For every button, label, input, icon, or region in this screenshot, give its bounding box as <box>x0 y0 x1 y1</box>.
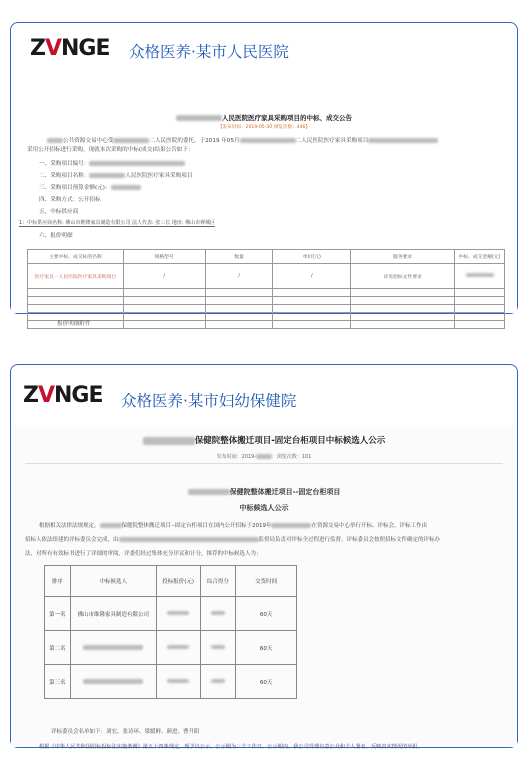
table-row <box>28 313 505 321</box>
table-row <box>45 665 297 699</box>
price-attachment-link[interactable]: 报价明细附件 <box>57 321 91 327</box>
table-header: 单价(元) <box>273 250 351 264</box>
document-title: 保健院整体搬迁项目-固定台柜项目中标候选人公示 <box>11 434 517 446</box>
table-cell: 第三名 <box>45 665 71 699</box>
table-header-row <box>28 250 505 264</box>
table-cell: / <box>123 264 205 289</box>
table-header: 中标、成交金额(元) <box>455 250 505 264</box>
document-meta: 发布时间：2019- 浏览次数：101 <box>216 454 312 460</box>
table-cell <box>455 264 505 289</box>
paragraph-1: 根据相关法律法规规定， 保健院整体搬迁项目--固定台柜项目在国内公开招标于2019年 在资源交易中心举行开标、评标会。评标工作由 <box>39 523 427 529</box>
table-cell <box>156 665 200 699</box>
paragraph-3: 法，对所有有效标书进行了详细的审阅，评委们经过集体充分评议和计分，推荐的中标候选人为： <box>25 551 262 557</box>
table-header: 数量 <box>205 250 273 264</box>
item-budget: 三、采购项目预算金额(元)： <box>39 183 141 191</box>
table-header: 投标报价(元) <box>156 566 200 597</box>
document-title: 人民医院医疗家具采购项目的中标、成交公告 <box>11 113 517 122</box>
table-cell <box>200 631 236 665</box>
card-title: 众格医养·某市妇幼保健院 <box>121 392 297 410</box>
item-project-name: 二、采购项目名称： 人民医院医疗家具采购项目 <box>39 173 193 179</box>
document-screenshot <box>11 73 517 327</box>
table-cell: 第二名 <box>45 631 71 665</box>
item-method: 四、采购方式：公开招标 <box>39 197 101 203</box>
table-row <box>28 264 505 289</box>
table-cell: 医疗家具一人民医院医疗家具采购项目 <box>28 264 124 289</box>
item-project-number: 一、采购项目编号： <box>39 159 185 167</box>
zvnge-logo: ZVNGE <box>30 36 110 61</box>
table-cell: / <box>273 264 351 289</box>
table-cell <box>70 631 156 665</box>
table-header: 交货时间 <box>236 566 297 597</box>
candidate-table <box>44 565 297 699</box>
table-header: 中标候选人 <box>70 566 156 597</box>
table-row <box>28 305 505 313</box>
table-row <box>28 289 505 297</box>
item-supplier-detail: 1：中标供应商名称: 佛山市维隆家具制造有限公司 法人代表: 张三长 地址: 佛山市禅城区 <box>19 220 216 226</box>
announcement-card-1[interactable] <box>10 22 518 327</box>
table-cell <box>156 597 200 631</box>
document-meta: 【发布时间：2019-05-30 浏览次数：446】 <box>217 125 311 130</box>
zvnge-logo: ZVNGE <box>23 383 103 408</box>
table-cell: 第一名 <box>45 597 71 631</box>
table-cell <box>200 665 236 699</box>
paragraph-1: 公共资源交易中心受 二人民医院的委托，于2019 年05月 二人民医院医疗家具采购项目 <box>47 136 438 144</box>
card-header <box>11 365 517 417</box>
table-cell: / <box>205 264 273 289</box>
card-title: 众格医养·某市人民医院 <box>129 43 289 61</box>
table-row <box>45 597 297 631</box>
table-cell <box>200 597 236 631</box>
table-cell <box>70 665 156 699</box>
table-cell <box>156 631 200 665</box>
document-screenshot <box>11 425 517 750</box>
divider <box>25 463 503 464</box>
announcement-card-2[interactable] <box>10 364 518 748</box>
committee-list: 评标委员会名单如下：刘宏、张诗环、梁媛鲜、颜进、曹升阳 <box>51 729 200 735</box>
price-detail-table <box>27 249 505 329</box>
item-supplier-heading: 五、中标供应商 <box>39 209 79 215</box>
table-header: 主要中标、成交标的名称 <box>28 250 124 264</box>
table-row <box>28 321 505 329</box>
table-cell: 60天 <box>236 665 297 699</box>
document-subtitle-2: 中标候选人公示 <box>239 504 289 512</box>
table-row <box>28 297 505 305</box>
table-row <box>45 631 297 665</box>
table-header: 服务要求 <box>351 250 455 264</box>
table-header: 规格型号 <box>123 250 205 264</box>
table-cell: 详见招标文件要求 <box>351 264 455 289</box>
paragraph-2: 采用公开招标进行采购。现就本次采购的中标(成交)结果公告如下： <box>27 147 194 153</box>
card-header <box>11 23 517 73</box>
table-header-row <box>45 566 297 597</box>
item-price-details: 六、报价明细 <box>39 233 73 239</box>
table-cell: 佛山市维隆家具制造有限公司 <box>70 597 156 631</box>
paragraph-2: 招标人依法组建的评标委员会完成，由 监督局负责对评标全过程进行监督。评标委员会按照招标文件确定的评标办 <box>25 537 441 543</box>
table-cell: 60天 <box>236 631 297 665</box>
announcement-footer: 根据《中华人民共和国招标投标法实施条例》第五十四条规定，现予以公示，公示期为三个工作日。公示期内，我公司受理有意公众和个人署名、反映真实情况的举报。 <box>39 744 423 750</box>
table-cell: 60天 <box>236 597 297 631</box>
table-header: 排序 <box>45 566 71 597</box>
document-subtitle: 保健院整体搬迁项目--固定台柜项目 <box>11 487 517 497</box>
table-header: 综合得分 <box>200 566 236 597</box>
